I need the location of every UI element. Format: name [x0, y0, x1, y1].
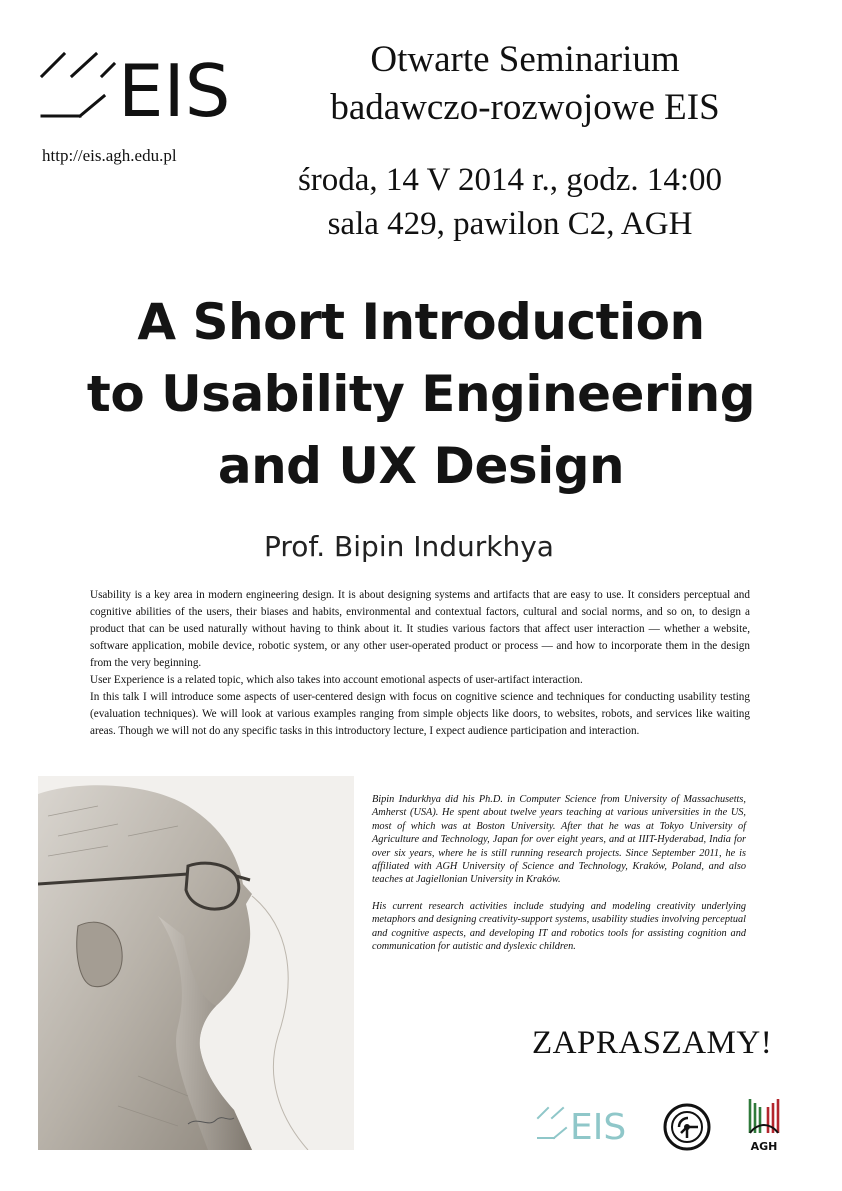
- abstract: [90, 587, 750, 740]
- eis-logo: [38, 50, 228, 122]
- agh-logo-text: AGH: [750, 1140, 778, 1153]
- invitation-text: ZAPRASZAMY!: [532, 1025, 773, 1061]
- eis-footer-logo-text: EIS: [570, 1107, 627, 1142]
- speaker-bio: [372, 793, 746, 966]
- speaker-name-text: Prof. Bipin Indurkhya: [264, 530, 554, 563]
- seminar-heading: [260, 36, 790, 132]
- eis-logo-text: EIS: [118, 50, 228, 122]
- talk-title-line-3: and UX Design: [217, 437, 625, 495]
- eis-footer-logo: [536, 1104, 632, 1142]
- site-url[interactable]: http://eis.agh.edu.pl: [42, 146, 177, 165]
- event-room: sala 429, pawilon C2, AGH: [327, 206, 693, 242]
- agh-logo: [744, 1095, 784, 1153]
- event-date: środa, 14 V 2014 r., godz. 14:00: [297, 162, 723, 198]
- abstract-paragraph-1: Usability is a key area in modern engineering design. It is about designing systems and artifacts that are easy to use. It considers perceptual and cognitive abilities of the users, their biases and habits, environmental and contextual factors, cultural and social norms, and so on, to design a product that can be used naturally without having to think about it. It studies various factors that affect user interaction — whether a website, software application, mobile device, robotic system, or any other user-operated product or process — and how to incorporate them in the design from the very beginning.: [90, 589, 750, 669]
- abstract-paragraph-3: In this talk I will introduce some aspects of user-centered design with focus on cognitive science and techniques for conducting usability testing (evaluation techniques). We will look at various examples ranging from simple objects like doors, to websites, robots, and services like waiting areas. Though we will not do any specific tasks in this introductory lecture, I expect audience participation and interaction.: [90, 691, 750, 737]
- abstract-paragraph-2: User Experience is a related topic, which also takes into account emotional aspects of user-artifact interaction.: [90, 674, 583, 686]
- faculty-gear-logo: [662, 1102, 712, 1152]
- talk-title: [30, 286, 812, 502]
- seminar-line-1: Otwarte Seminarium: [370, 39, 680, 80]
- seminar-line-2: badawczo-rozwojowe EIS: [330, 87, 720, 128]
- speaker-portrait-sketch: [38, 776, 354, 1150]
- talk-title-line-1: A Short Introduction: [137, 293, 705, 351]
- bio-paragraph-2: His current research activities include studying and modeling creativity underlying metaphors and designing creativity-support systems, usability studies involving perceptual and cognitive aspects, and developing IT and robotics tools for assisting cognition and communication for autistic and dyslexic children.: [372, 900, 746, 953]
- bio-paragraph-1: Bipin Indurkhya did his Ph.D. in Computer Science from University of Massachusetts, Amherst (USA). He spent about twelve years teaching at various universities in the US, most of which was at Boston University. After that he was at Tokyo University of Agriculture and Technology, Japan for over eight years, and at IIIT-Hyderabad, India for over six years, where he is still running research projects. Since September 2011, he is affiliated with AGH University of Science and Technology, Kraków, Poland, and also teaches at Jagiellonian University in Kraków.: [372, 794, 746, 886]
- speaker-name: [0, 530, 842, 563]
- event-details: [250, 158, 770, 246]
- talk-title-line-2: to Usability Engineering: [86, 365, 756, 423]
